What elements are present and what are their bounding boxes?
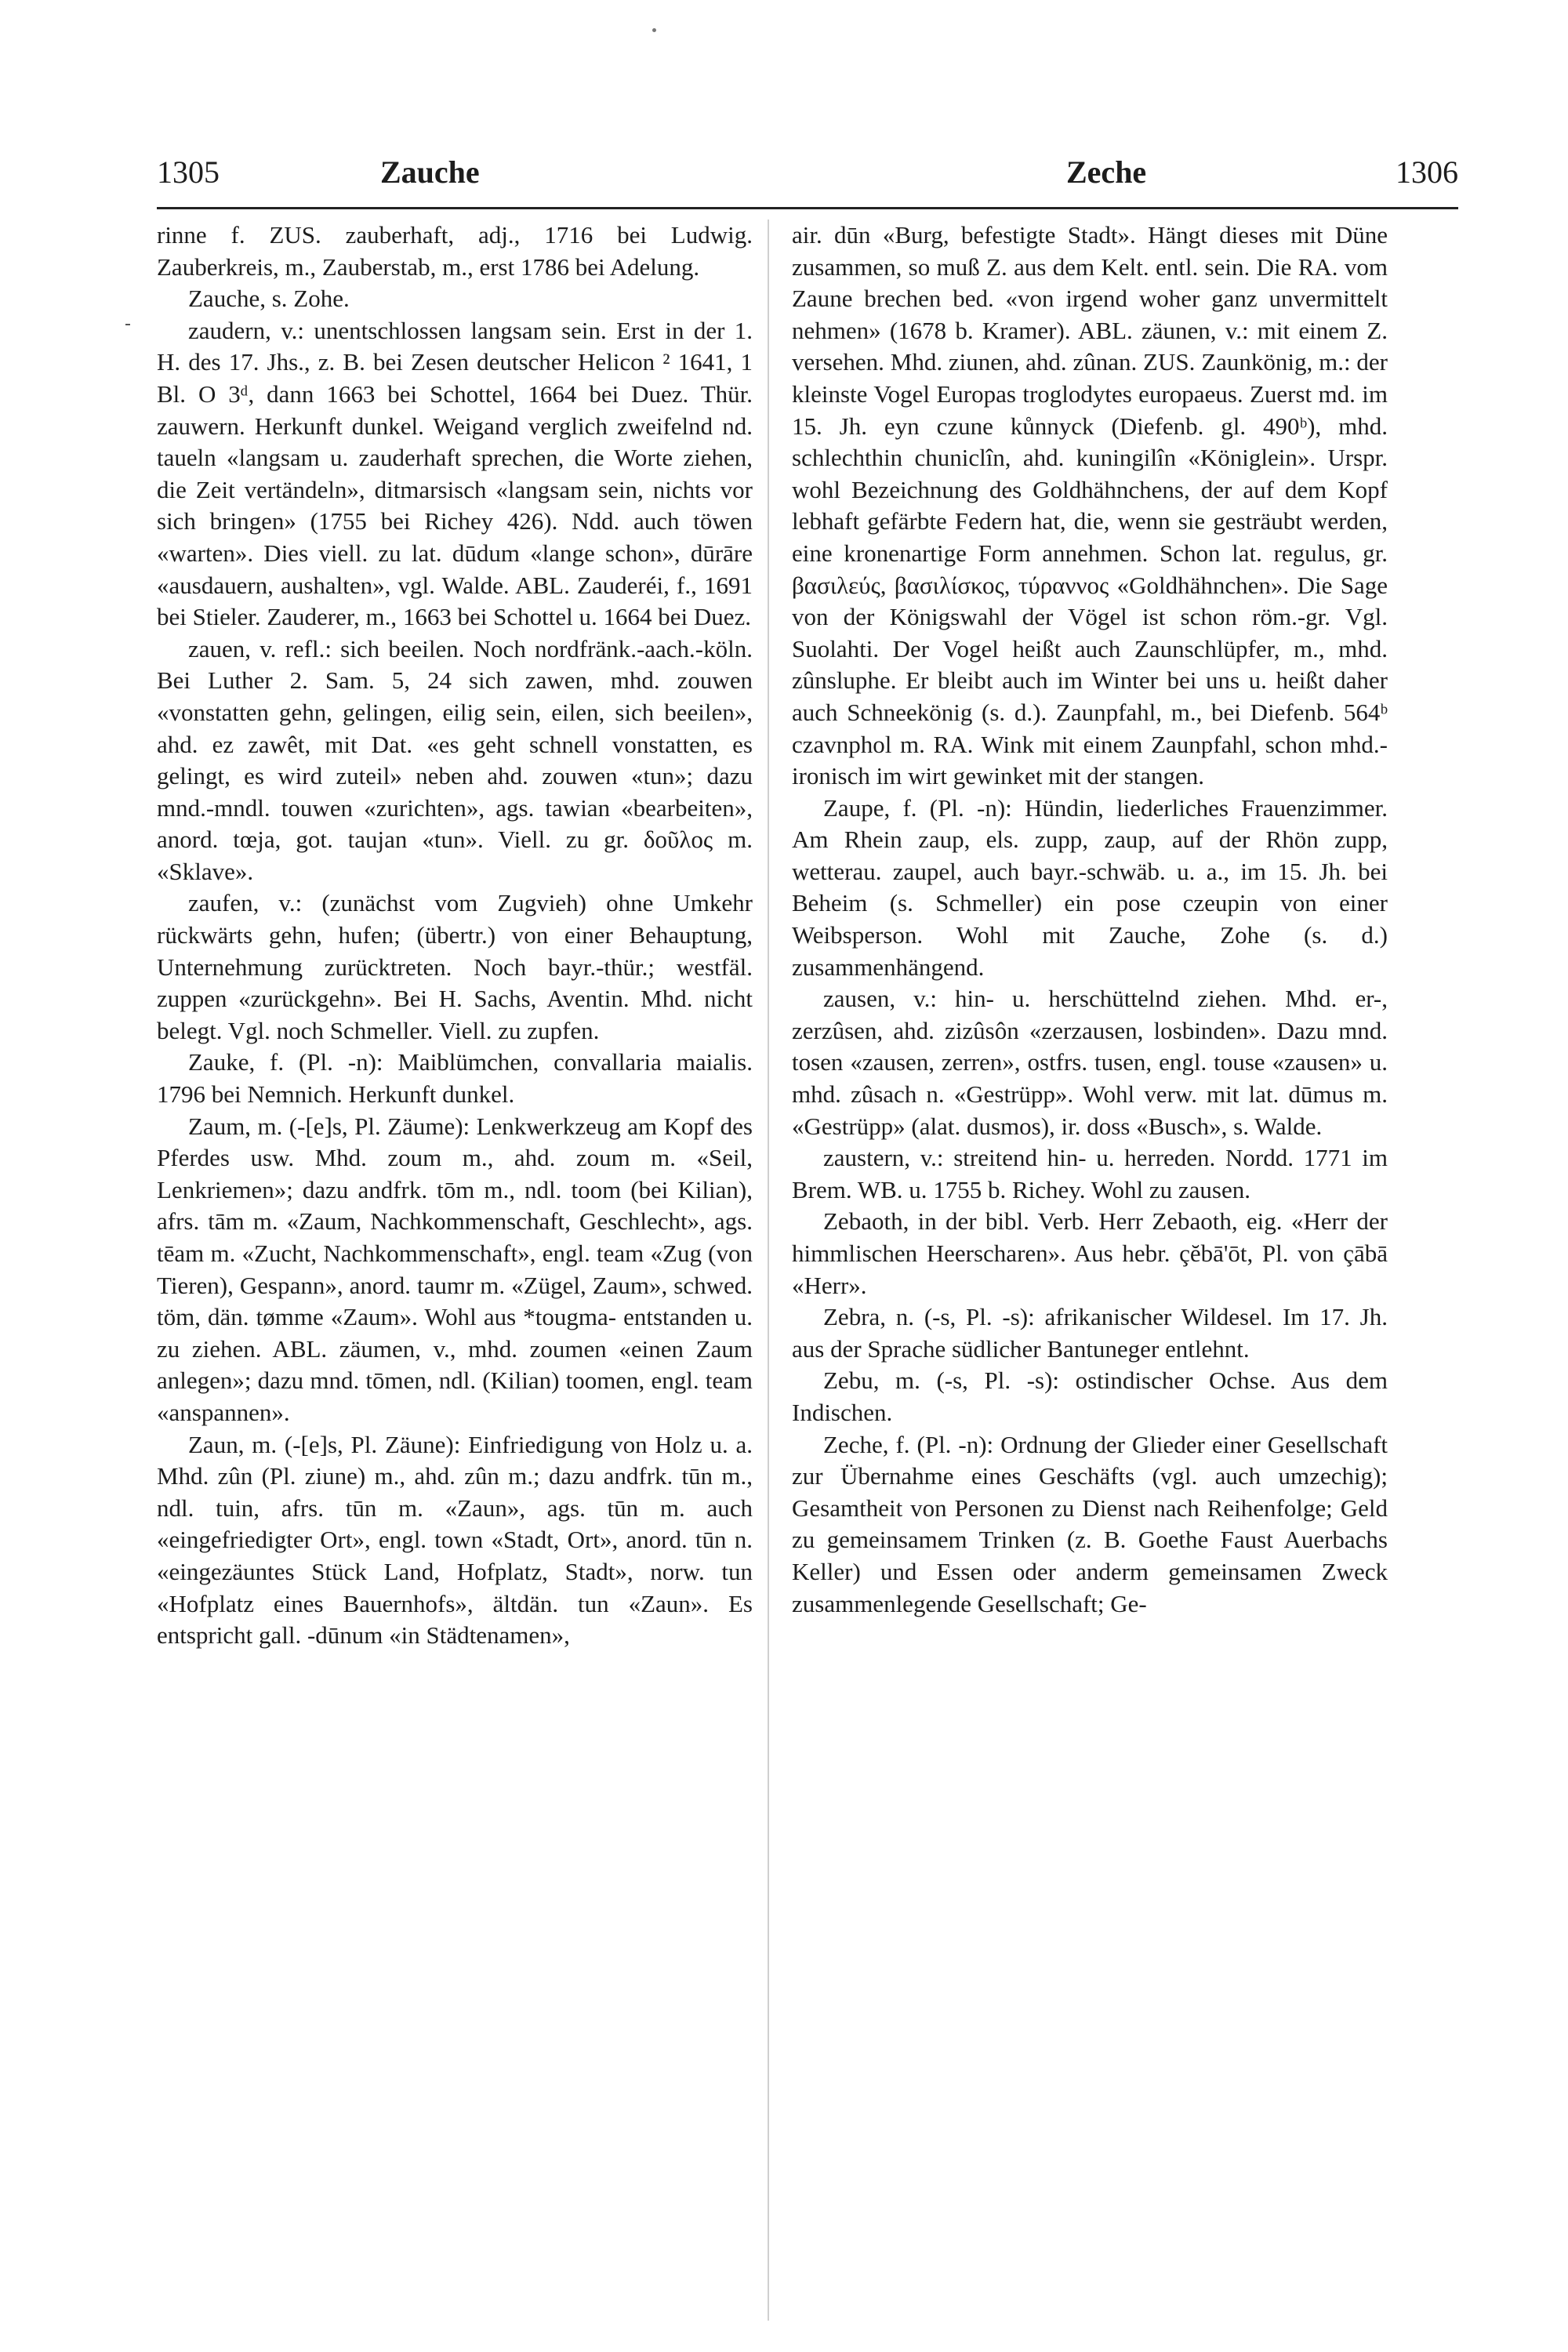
entry-zaudern: zaudern, v.: unentschlossen langsam sein. Erst in der 1. H. des 17. Jhs., z. B. bei Zesen deutscher Helicon ² 1641, 1 Bl. O 3ᵈ, dann 1663 bei Schottel, 1664 bei Duez. Thür. zauwern. Herkunft dunkel. Weigand verglich zweifelnd nd. taueln «langsam u. zauderhaft sprechen, die Worte ziehen, die Zeit vertändeln», ditmarsisch «langsam sein, nichts vor sich bringen» (1755 bei Richey 426). Ndd. auch töwen «warten». Dies viell. zu lat. dūdum «lange schon», dūrāre «ausdauern, aushalten», vgl. Walde. ABL. Zauderéi, f., 1691 bei Stieler. Zauderer, m., 1663 bei Schottel u. 1664 bei Duez. [157,316,753,631]
page-header [157,154,1458,201]
entry-zebra: Zebra, n. (-s, Pl. -s): afrikanischer Wildesel. Im 17. Jh. aus der Sprache südlicher Bantuneger entlehnt. [792,1303,1388,1363]
entry-zaufen: zaufen, v.: (zunächst vom Zugvieh) ohne Umkehr rückwärts gehn, hufen; (übertr.) von einer Behauptung, Unternehmung zurücktreten. Noch bayr.-thür.; westfäl. zuppen «zurückgehn». Bei H. Sachs, Aventin. Mhd. nicht belegt. Vgl. noch Schmeller. Viell. zu zupfen. [157,889,753,1044]
entry-zebaoth: Zebaoth, in der bibl. Verb. Herr Zebaoth, eig. «Herr der himmlischen Heerscharen». Aus hebr. çĕbā'ōt, Pl. von çābā «Herr». [792,1207,1388,1299]
entry-zauen: zauen, v. refl.: sich beeilen. Noch nordfränk.-aach.-köln. Bei Luther 2. Sam. 5, 24 sich zawen, mhd. zouwen «vonstatten gehn, gelingen, eilig sein, eilen, sich beeilen», ahd. ez zawêt, mit Dat. «es geht schnell vonstatten, es gelingt, es wird zuteil» neben ahd. zouwen «tun»; dazu mnd.-mndl. touwen «zurichten», ags. tawian «bearbeiten», anord. tœja, got. taujan «tun». Viell. zu gr. δοῦλος m. «Sklave». [157,634,753,885]
margin-mark [125,324,130,325]
entry-zaupe: Zaupe, f. (Pl. -n): Hündin, liederliches Frauenzimmer. Am Rhein zaup, els. zupp, zaup, auf der Rhön zupp, wetterau. zaupel, auch bayr.-schwäb. u. a., im 15. Jh. bei Beheim (s. Schmeller) ein pose czeupin von einer Weibsperson. Wohl mit Zauche, Zohe (s. d.) zusammenhängend. [792,793,1388,981]
column-divider [768,220,769,2321]
entry-zaum: Zaum, m. (-[e]s, Pl. Zäume): Lenkwerkzeug am Kopf des Pferdes usw. Mhd. zoum m., ahd. zoum m. «Seil, Lenkriemen»; dazu andfrk. tōm m., ndl. toom (bei Kilian), afrs. tām m. «Zaum, Nachkommenschaft, Geschlecht», ags. tēam m. «Zucht, Nachkommenschaft», engl. team «Zug (von Tieren), Gespann», anord. taumr m. «Zügel, Zaum», schwed. töm, dän. tømme «Zaum». Wohl aus *tougma- entstanden u. zu ziehen. ABL. zäumen, v., mhd. zoumen «einen Zaum anlegen»; dazu mnd. tōmen, ndl. (Kilian) toomen, engl. team «anspannen». [157,1112,753,1426]
entry-zausen: zausen, v.: hin- u. herschüttelnd ziehen. Mhd. er-, zerzûsen, ahd. zizûsôn «zerzausen, losbinden». Dazu mnd. tosen «zausen, zerren», ostfrs. tusen, engl. touse «zausen» u. mhd. zûsach n. «Gestrüpp». Wohl verw. mit lat. dūmus m. «Gestrüpp» (alat. dusmos), ir. doss «Busch», s. Walde. [792,985,1388,1140]
entry-zeche: Zeche, f. (Pl. -n): Ordnung der Glieder einer Gesellschaft zur Übernahme eines Geschäfts (vgl. auch umzechig); Gesamtheit von Personen zu Dienst nach Reihenfolge; Geld zu gemeinsamem Trinken (z. B. Goethe Faust Auerbachs Keller) und Essen oder anderm gemeinsamen Zweck zusammenlegende Gesellschaft; Ge- [792,1430,1388,1617]
page-number-right: 1306 [1396,154,1458,190]
entry-zaun-continued: air. dūn «Burg, befestigte Stadt». Hängt dieses mit Düne zusammen, so muß Z. aus dem Kelt. entl. sein. Die RA. vom Zaune brechen bed. «von irgend woher ganz unvermittelt nehmen» (1678 b. Kramer). ABL. zäunen, v.: mit einem Z. versehen. Mhd. ziunen, ahd. zûnan. ZUS. Zaunkönig, m.: der kleinste Vogel Europas troglodytes europaeus. Zuerst md. im 15. Jh. eyn czune kůnnyck (Diefenb. gl. 490ᵇ), mhd. schlechthin chuniclîn, ahd. kuningilîn «Königlein». Urspr. wohl Bezeichnung des Goldhähnchens, der auf dem Kopf lebhaft gefärbte Federn hat, die, wenn sie gesträubt werden, eine kronenartige Form annehmen. Schon lat. regulus, gr. βασιλεύς, βασιλίσκος, τύραννος «Goldhähnchen». Die Sage von der Königswahl der Vögel ist schon röm.-gr. Vgl. Suolahti. Der Vogel heißt auch Zaunschlüpfer, m., mhd. zûnsluphe. Er bleibt auch im Winter bei uns u. heißt daher auch Schneekönig (s. d.). Zaunpfahl, m., bei Diefenb. 564ᵇ czavnphol m. RA. Wink mit einem Zaunpfahl, schon mhd.-ironisch im wirt gewinket mit der stangen. [792,221,1388,790]
page-number-left: 1305 [157,154,220,190]
print-speck [652,28,656,32]
entry-zauche: Zauche, s. Zohe. [188,285,350,313]
header-rule [157,207,1458,209]
entry-zaustern: zaustern, v.: streitend hin- u. herreden. Nordd. 1771 im Brem. WB. u. 1755 b. Richey. Wohl zu zausen. [792,1144,1388,1203]
running-head-right: Zeche [1066,154,1147,190]
entry-zebu: Zebu, m. (-s, Pl. -s): ostindischer Ochse. Aus dem Indischen. [792,1367,1388,1426]
running-head-left: Zauche [380,154,480,190]
entry-zauke: Zauke, f. (Pl. -n): Maiblümchen, convallaria maialis. 1796 bei Nemnich. Herkunft dunkel. [157,1048,753,1109]
entry-zauberhaft: rinne f. ZUS. zauberhaft, adj., 1716 bei Ludwig. Zauberkreis, m., Zauberstab, m., erst 1786 bei Adelung. [157,221,753,281]
entry-zaun: Zaun, m. (-[e]s, Pl. Zäune): Einfriedigung von Holz u. a. Mhd. zûn (Pl. ziune) m., ahd. zûn m.; dazu andfrk. tūn m., ndl. tuin, afrs. tūn m. «Zaun», ags. tūn m. auch «eingefriedigter Ort», engl. town «Stadt, Ort», anord. tūn n. «eingezäuntes Stück Land, Hofplatz, Stadt», norw. tun «Hofplatz eines Bauernhofs», ältdän. tun «Zaun». Es entspricht gall. -dūnum «in Städtenamen», [157,1430,753,1650]
right-column [792,220,1388,1620]
left-column [157,220,753,1652]
